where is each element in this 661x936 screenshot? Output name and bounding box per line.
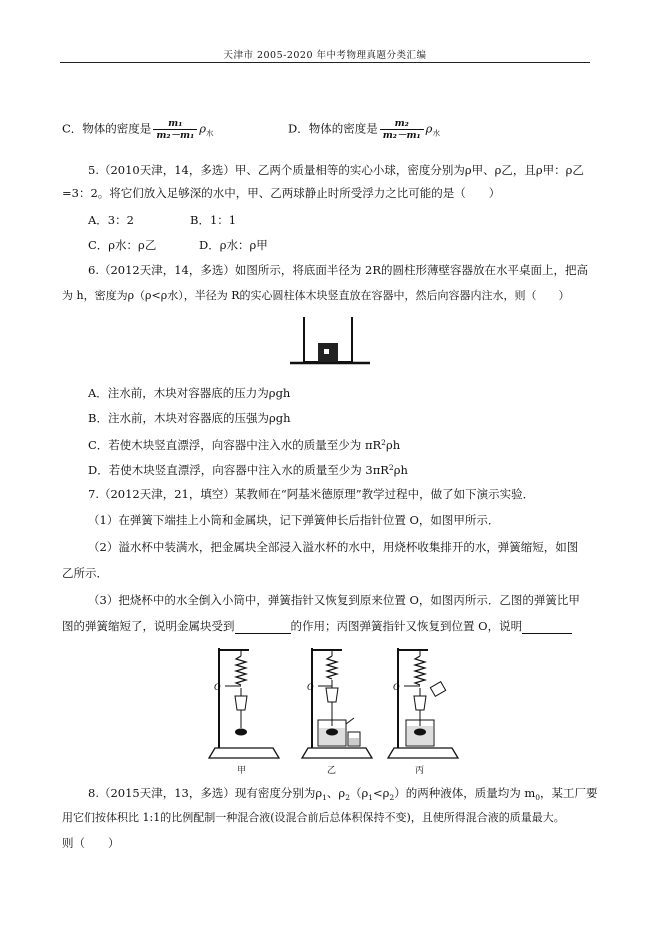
q7-step3-line1: （3）把烧杯中的水全倒入小筒中，弹簧指针又恢复到原来位置 O，如图丙所示．乙图的弹簧比甲 [88,593,580,607]
figure-label-jia: 甲 [237,766,247,776]
q4-option-d: D．物体的密度是 $\frac{\text{m₂}}{\text{m₂－m₁}}$ $\rho_水$ [288,118,440,141]
q8-stem-line1: 8.（2015天津，13，多选）现有密度分别为$\rho_1$、$\rho_2(\rho_1<\rho_2)$的两种液体，质量均为 $m_0$，某工厂要 [88,786,598,802]
pointer-o-label: O [393,682,400,692]
fraction: $\frac{\text{m₂}}{\text{m₂－m₁}}$ [380,118,424,141]
q5-stem-line2: =3：2。将它们放入足够深的水中，甲、乙两球静止时所受浮力之比可能的是（ ） [62,186,501,200]
q5-option-b: B．1：1 [190,213,237,227]
figure-jia [205,640,283,760]
fraction: $\frac{\text{m₁}}{\text{m₂－m₁}}$ [153,118,197,141]
q6-stem-line1: 6.（2012天津，14，多选）如图所示，将底面半径为 2R的圆柱形薄壁容器放在水平桌面上，把高 [88,263,588,277]
container-figure [290,313,370,368]
q8-stem-line3: 则（ ） [62,836,120,850]
q7-step2-line1: （2）溢水杯中装满水，把金属块全部浸入溢水杯的水中，用烧杯收集排开的水，弹簧缩短，如图 [88,540,579,554]
page-header: 天津市 2005-2020 年中考物理真题分类汇编 [223,50,427,61]
q6-option-c: C．若使木块竖直漂浮，向容器中注入水的质量至少为 $\pi R^2\rho h$ [88,438,401,452]
header-rule [60,62,590,63]
q4-option-c: C．物体的密度是 $\frac{\text{m₁}}{\text{m₂－m₁}}$ $\rho_水$ [62,118,214,141]
q7-step2-line2: 乙所示． [62,566,108,580]
q7-step3-line2: 图的弹簧缩短了，说明金属块受到 的作用；丙图弹簧指针又恢复到位置 O，说明 [62,619,572,634]
pointer-o-label: O [214,682,221,692]
figure-bing [384,640,462,760]
q6-option-a: A．注水前，木块对容器底的压力为ρgh [88,386,291,400]
figure-yi [298,640,376,760]
q6-stem-line2: 为 h，密度为ρ（ρ<ρ水），半径为 R的实心圆柱体木块竖直放在容器中，然后向容器内注水，则（ ） [62,289,570,302]
q5-option-d: D．ρ水：ρ甲 [199,238,268,252]
pointer-o-label: O [307,682,314,692]
figure-label-yi: 乙 [327,766,337,776]
answer-blank-1[interactable] [235,619,291,634]
q5-stem-line1: 5.（2010天津，14，多选）甲、乙两个质量相等的实心小球，密度分别为ρ甲、ρ乙，且ρ甲：ρ乙 [88,163,584,177]
answer-blank-2[interactable] [522,619,572,634]
q5-option-a: A．3：2 [88,213,134,227]
q5-option-c: C．ρ水：ρ乙 [88,238,157,252]
q6-option-d: D．若使木块竖直漂浮，向容器中注入水的质量至少为 $3\pi R^2\rho h$ [88,463,408,477]
q7-stem-line1: 7.（2012天津，21，填空）某教师在“阿基米德原理”教学过程中，做了如下演示实验． [88,487,535,501]
q6-option-b: B．注水前，木块对容器底的压强为ρgh [88,411,291,425]
q7-step1: （1）在弹簧下端挂上小筒和金属块，记下弹簧伸长后指针位置 O，如图甲所示． [88,513,500,527]
q8-stem-line2: 用它们按体积比 1:1的比例配制一种混合液(设混合前后总体积保持不变)，且使所得混合液的质量最大。 [62,811,565,824]
figure-label-bing: 丙 [415,766,425,776]
